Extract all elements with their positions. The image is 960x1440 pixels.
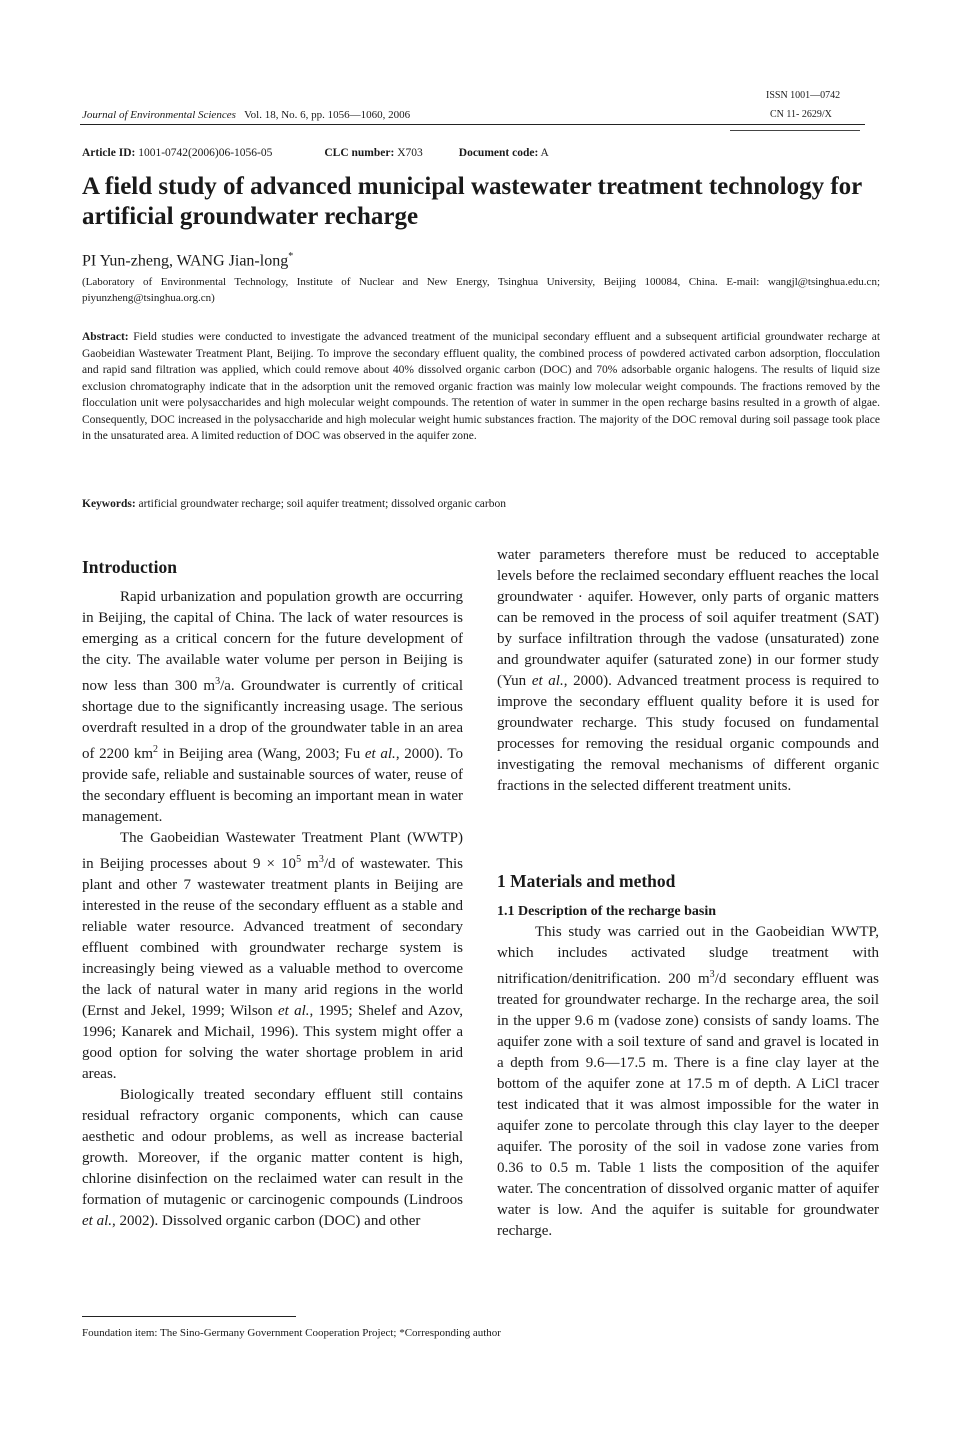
text-run: , 2000). Advanced treatment process is required to improve the secondary effluent quality before it is used for groundwater recharge. This study focused on fundamental processes for removing the residual organic compounds and investigating the removal mechanisms of different organic fractions in the selected different treatment units.: [497, 673, 879, 794]
document-code: A: [540, 147, 549, 159]
author-list: [82, 247, 293, 271]
article-id: 1001-0742(2006)06-1056-05: [138, 147, 273, 159]
header-rule-short: [730, 130, 860, 131]
cn-number: CN 11- 2629/X: [770, 109, 832, 120]
clc-number: X703: [397, 147, 423, 159]
text-run: , 2002). Dissolved organic carbon (DOC) and other: [112, 1213, 421, 1229]
superscript: 5: [296, 854, 302, 865]
text-run: aquifer. However, only parts of organic matters can be removed in the process of soil aquifer treatment (SAT) by surface infiltration through the vadose (unsaturated) zone and groundwater aquifer (saturated zone) in our former study (Yun: [497, 589, 879, 689]
paper-title: A field study of advanced municipal wastewater treatment technology for artificial groundwater recharge: [82, 173, 862, 230]
introduction-heading: Introduction: [82, 557, 177, 577]
author-names: PI Yun-zheng, WANG Jian-long: [82, 252, 289, 270]
article-info-line: [82, 146, 549, 160]
corresponding-mark: *: [288, 251, 294, 262]
text-run: Biologically treated secondary effluent still contains residual refractory organic components, which can cause aesthetic and odour problems, as well as increase bacterial growth. Moreover, if the organic matter content is high, chlorine disinfection on the reclaimed water can result in the formation of mutagenic or carcinogenic compounds (Lindroos: [82, 1087, 463, 1208]
materials-paragraph-1: [497, 922, 879, 1242]
intro-paragraph-4: [497, 545, 879, 797]
keywords: [82, 496, 880, 512]
text-run: water parameters therefore must be reduced to acceptable levels before the reclaimed secondary effluent reaches the local groundwater: [497, 547, 879, 605]
header-rule: [80, 124, 865, 125]
text-run: /d secondary effluent was treated for groundwater recharge. In the recharge area, the soil in the upper 9.6 m (vadose zone) consists of sandy loams. The aquifer zone with a soil texture of sand and gravel is located in a depth from 9.6—17.5 m. There is a fine clay layer at the bottom of the aquifer zone at 17.5 m of depth. A LiCl tracer test indicated that it was almost impossible for the water in aquifer zone to percolate through this clay layer to the deeper aquifer. The porosity of the soil in vadose zone varies from 0.36 to 0.5 m. Table 1 lists the composition of the aquifer water. The concentration of dissolved organic matter of aquifer water is low. And the aquifer is suitable for groundwater recharge.: [497, 971, 879, 1239]
intro-paragraph-2: [82, 828, 463, 1085]
et-al: et al.: [364, 746, 396, 762]
text-run: /a. Groundwater is currently of critical shortage due to the significantly increasing usage. The serious overdraft resulted in a drop of the groundwater table in an area of 2200 km: [82, 678, 463, 762]
journal-name: Journal of Environmental Sciences: [82, 109, 236, 121]
abstract: [82, 329, 880, 445]
document-code-label: Document code:: [458, 147, 539, 159]
abstract-text: Field studies were conducted to investigate the advanced treatment of the municipal secondary effluent and a subsequent artificial groundwater recharge at Gaobeidian Wastewater Treatment Plant, Beijing. To improve the secondary effluent quality, the combined process of powdered activated carbon adsorption, flocculation and rapid sand filtration was applied, which could remove about 40% dissolved organic carbon (DOC) and 70% adsorbable organic halogens. The results of liquid size exclusion chromatography indicate that in the adsorption unit the removed organic fraction was mainly low molecular weight compounds. The fractions removed by the flocculation unit were polysaccharides and high molecular weight compounds. The retention of water in summer in the open recharge basins resulted in a growth of algae. Consequently, DOC increased in the polysaccharide and high molecular weight humic substances fraction. The majority of the DOC removal during soil passage took place in the unsaturated area. A limited reduction of DOC was observed in the aquifer zone.: [82, 331, 881, 442]
text-run: , 2000). To provide safe, reliable and sustainable sources of water, reuse of the secondary effluent is becoming an important mean in water management.: [82, 746, 463, 825]
intro-paragraph-3: [82, 1085, 463, 1232]
text-run: in Beijing area (Wang, 2003; Fu: [158, 746, 365, 762]
materials-heading: 1 Materials and method: [497, 871, 676, 891]
intro-paragraph-1: [82, 587, 463, 828]
keywords-text: artificial groundwater recharge; soil aquifer treatment; dissolved organic carbon: [138, 498, 506, 510]
clc-label: CLC number:: [324, 147, 395, 159]
text-run: /d of wastewater. This plant and other 7 wastewater treatment plants in Beijing are interested in the reuse of the secondary effluent as a stable and reliable water resource. Advanced treatment of secondary effluent combined with groundwater recharge system is increasingly being viewed as a valuable method to overcome the lack of natural water in many arid regions in the world (Ernst and Jekel, 1999; Wilson: [82, 856, 463, 1019]
introduction-body-left: [82, 587, 463, 1232]
text-run: Rapid urbanization and population growth are occurring in Beijing, the capital of China. The lack of water resources is emerging as a critical concern for the future development of the city. The available water volume per person in Beijing is now less than 300 m: [82, 589, 463, 694]
superscript: 3: [318, 854, 324, 865]
text-run: This study was carried out in the Gaobeidian WWTP, which includes activated sludge treatment with nitrification/denitrification. 200 m: [497, 924, 879, 987]
stray-mark: ·: [577, 589, 583, 605]
footnote-rule: [82, 1316, 296, 1317]
article-id-label: Article ID:: [82, 147, 136, 159]
issn-number: ISSN 1001—0742: [766, 90, 841, 101]
text-run: The Gaobeidian Wastewater Treatment Plant (WWTP) in Beijing processes about 9 × 10: [82, 830, 463, 872]
keywords-label: Keywords:: [82, 498, 136, 510]
footnote: Foundation item: The Sino-Germany Government Cooperation Project; *Corresponding author: [82, 1327, 501, 1339]
abstract-label: Abstract:: [82, 331, 129, 343]
text-run: m: [301, 856, 319, 872]
author-affiliation: (Laboratory of Environmental Technology, Institute of Nuclear and New Energy, Tsinghua University, Beijing 100084, China. E-mail: wangjl@tsinghua.edu.cn; piyunzheng@tsinghua.org.cn): [82, 276, 880, 304]
et-al: et al.: [82, 1213, 112, 1229]
text-run: , 1995; Shelef and Azov, 1996; Kanarek and Michail, 1996). This system might offer a good option for solving the water shortage problem in arid areas.: [82, 1003, 464, 1082]
et-al: et al.: [277, 1003, 310, 1019]
journal-citation: [82, 108, 410, 122]
introduction-body-right: [497, 545, 879, 797]
superscript: 3: [215, 676, 221, 687]
superscript: 3: [709, 969, 715, 980]
superscript: 2: [153, 744, 159, 755]
journal-volume-info: Vol. 18, No. 6, pp. 1056—1060, 2006: [244, 109, 411, 121]
recharge-basin-subheading: 1.1 Description of the recharge basin: [497, 904, 717, 919]
et-al: et al.: [531, 673, 564, 689]
materials-body: [497, 922, 879, 1242]
